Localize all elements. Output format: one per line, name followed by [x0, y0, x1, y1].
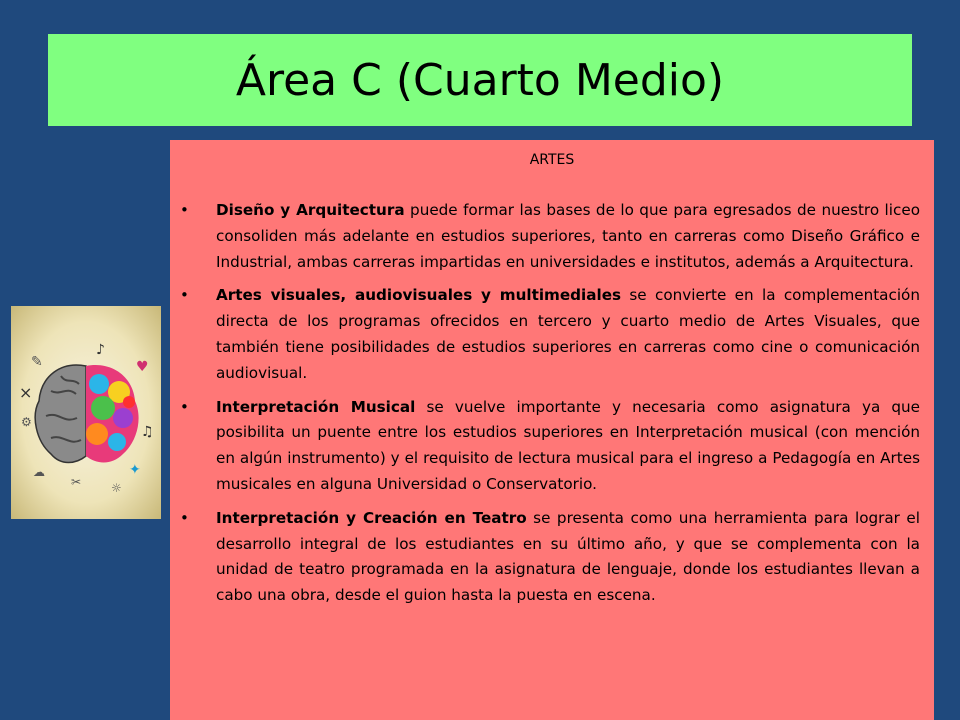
section-title: ARTES — [529, 152, 575, 168]
list-item — [216, 198, 920, 275]
bullet-heading: Diseño y Arquitectura — [216, 201, 405, 219]
bullet-text: puede formar las bases de lo que para egresados de nuestro liceo consoliden más adelante en estudios superiores, tanto en carreras como Diseño Gráfico e Industrial, ambas carreras impartidas en universidades e institutos, además a Arquitectura. — [216, 201, 920, 271]
content-panel — [170, 140, 934, 720]
bullet-heading: Artes visuales, audiovisuales y multimediales — [216, 286, 622, 305]
svg-text:♥: ♥ — [136, 359, 149, 375]
svg-text:✦: ✦ — [129, 462, 141, 478]
svg-text:⚙: ⚙ — [21, 415, 32, 429]
svg-text:☁: ☁ — [33, 465, 45, 479]
svg-text:♫: ♫ — [141, 424, 154, 440]
svg-text:✎: ✎ — [31, 354, 43, 370]
svg-text:☼: ☼ — [111, 481, 122, 495]
bullet-heading: Interpretación y Creación en Teatro — [216, 508, 527, 527]
bullet-text: se convierte en la complementación directa de los programas ofrecidos en tercero y cuarto medio de Artes Visuales, que también tiene posibilidades de estudios superiores en carreras como cine o comunicación audiovisual. — [216, 286, 920, 382]
list-item — [216, 506, 920, 609]
bullet-list — [216, 198, 920, 609]
svg-text:×: × — [19, 383, 33, 402]
slide-title: Área C (Cuarto Medio) — [235, 54, 725, 106]
brain-illustration — [11, 306, 161, 519]
svg-text:✂: ✂ — [71, 475, 82, 489]
title-banner — [48, 34, 912, 126]
bullet-heading: Interpretación Musical — [216, 397, 416, 416]
list-item — [216, 395, 920, 498]
bullet-text: se presenta como una herramienta para lograr el desarrollo integral de los estudiantes en su último año, y que se complementa con la unidad de teatro programada en la asignatura de lenguaje, donde los estudiantes llevan a cabo una obra, desde el guion hasta la puesta en escena. — [216, 508, 920, 605]
list-item — [216, 283, 920, 386]
colorful-brain-arts-icon — [11, 306, 161, 519]
bullet-text: se vuelve importante y necesaria como asignatura ya que posibilita un puente entre los estudios superiores en Interpretación musical (con mención en algún instrumento) y el requisito de lectura musical para el ingreso a Pedagogía en Artes musicales en alguna Universidad o Conservatorio. — [216, 397, 920, 493]
svg-text:♪: ♪ — [96, 342, 105, 358]
